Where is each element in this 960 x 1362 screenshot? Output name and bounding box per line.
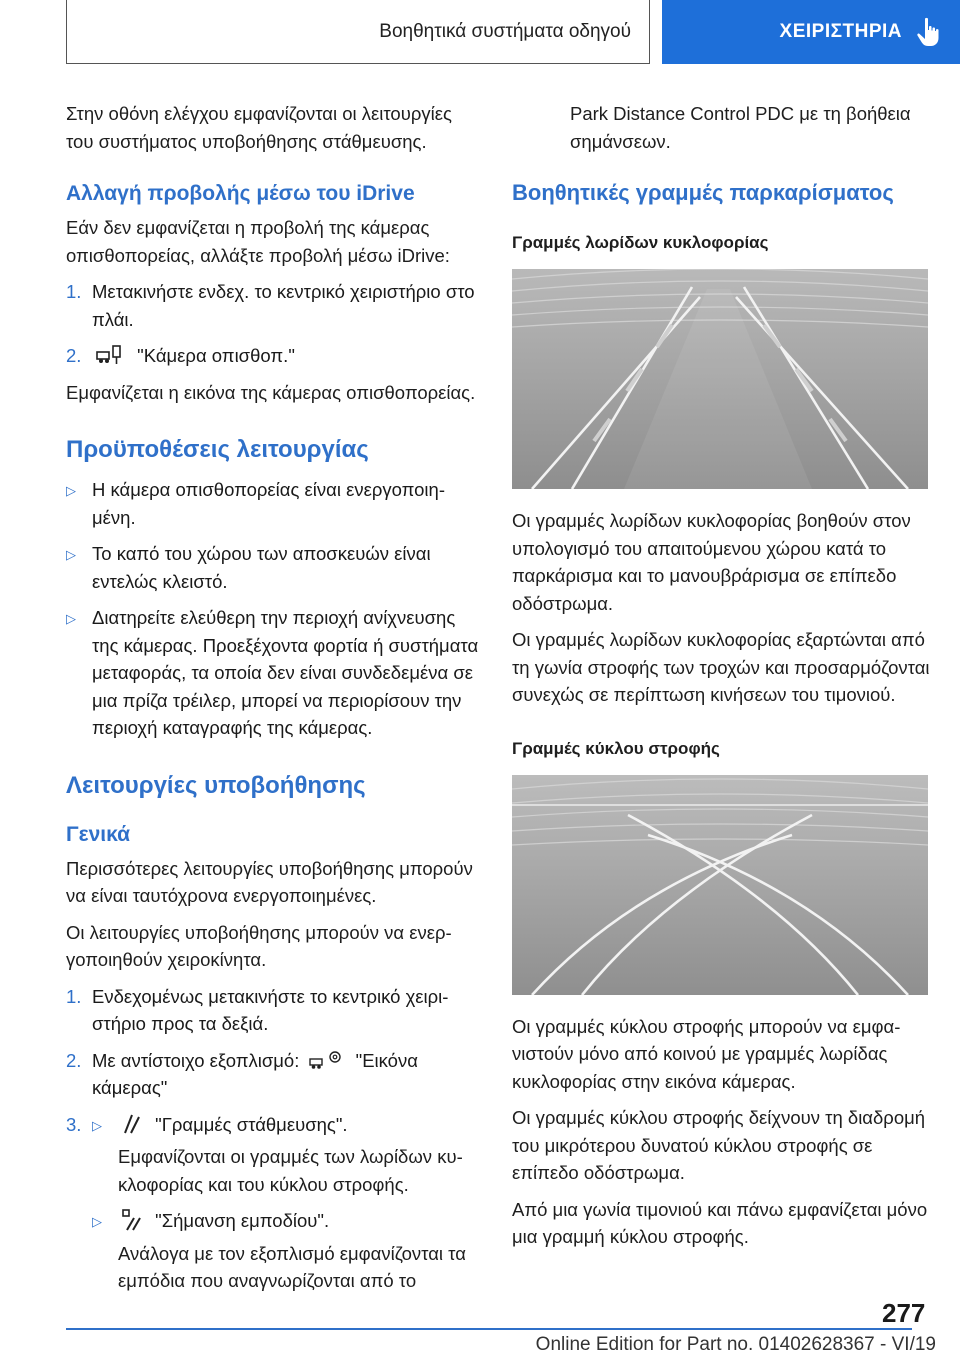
right-column	[512, 100, 932, 1260]
turning-circle-paragraph-2: Οι γραμμές κύκλου στροφής δείχνουν τη διαδρομή του μικρότερου δυνατού κύκλου στροφής σε επίπεδο οδόστρωμα.	[512, 1107, 926, 1183]
step-number: 3.	[66, 1113, 82, 1135]
footer-edition: Online Edition for Part no. 01402628367 - VI/19	[535, 1334, 936, 1355]
camera-settings-icon	[309, 1049, 343, 1071]
list-item	[66, 540, 482, 595]
idrive-paragraph: Εάν δεν εμφανίζεται η προβολή της κάμερας οπισθοπορείας, αλλάξτε προβολή μέσω iDrive:	[66, 217, 450, 266]
page-number: 277	[882, 1298, 926, 1328]
step-text: Ενδεχομένως μετακινήστε το κεντρικό χειριστήριο προς τα δεξιά.	[92, 985, 449, 1034]
header-chapter-tab	[662, 0, 960, 64]
step-number: 1.	[66, 281, 82, 302]
list-item	[66, 1111, 482, 1140]
footer-divider	[66, 1328, 912, 1330]
list-item	[66, 1207, 482, 1236]
lane-lines-figure	[512, 269, 928, 489]
prereq-text: Διατηρείτε ελεύθερη την περιοχή ανίχνευσης της κάμερας. Προεξέχοντα φορτία ή συστήματα μεταφοράς, τα οποία δεν είναι συνδεδεμένα σε μια πρίζα τρέιλερ, μπορεί να περιορίσουν την περιοχή καταγραφής της κάμερας.	[92, 607, 479, 738]
pointing-hand-icon	[916, 17, 940, 47]
rear-camera-icon	[96, 344, 124, 366]
list-item	[66, 983, 482, 1038]
header-section-tab	[66, 0, 650, 64]
turning-circle-paragraph-1: Οι γραμμές κύκλου στροφής μπορούν να εμφανιστούν μόνο από κοινού με γραμμές λωρίδας κυκλοφορίας στην εικόνα κάμερας.	[512, 1015, 901, 1092]
step-text: "Γραμμές στάθμευσης".	[155, 1113, 348, 1135]
header-chapter-title: ΧΕΙΡΙΣΤΗΡΙΑ	[779, 21, 902, 42]
step-subtext: Ανάλογα με τον εξοπλισμό εμφανίζονται τα εμπόδια που αναγνωρίζονται από το	[118, 1242, 466, 1291]
list-item	[66, 342, 482, 370]
assist-functions-heading: Λειτουργίες υποβοήθησης	[66, 771, 366, 799]
turning-circle-figure	[512, 775, 928, 995]
prereq-text: Το καπό του χώρου των αποσκευών είναι εντελώς κλειστό.	[92, 543, 431, 592]
step-number: 2.	[66, 1049, 82, 1071]
prereq-text: Η κάμερα οπισθοπορείας είναι ενεργοποιημένη.	[92, 479, 446, 528]
parking-lines-heading: Βοηθητικές γραμμές παρκαρίσματος	[512, 180, 894, 205]
idrive-heading: Αλλαγή προβολής μέσω του iDrive	[66, 182, 415, 205]
general-paragraph-2: Οι λειτουργίες υποβοήθησης μπορούν να ενεργοποιηθούν χειροκίνητα.	[66, 921, 452, 970]
step-number: 1.	[66, 985, 82, 1007]
lane-lines-paragraph-1: Οι γραμμές λωρίδων κυκλοφορίας βοηθούν στον υπολογισμό του απαιτούμενου χώρου κατά το παρκάρισμα και το μανουβράρισμα σε επίπεδο οδόστρωμα.	[512, 510, 911, 614]
step-text: "Κάμερα οπισθοπ."	[137, 345, 295, 366]
step-subtext: Εμφανίζονται οι γραμμές των λωρίδων κυκλοφορίας και του κύκλου στροφής.	[118, 1146, 463, 1195]
left-column	[66, 100, 482, 1304]
turning-circle-paragraph-3: Από μια γωνία τιμονιού και πάνω εμφανίζεται μόνο μια γραμμή κύκλου στροφής.	[512, 1198, 928, 1247]
obstacle-marking-icon	[122, 1209, 142, 1231]
list-item	[66, 476, 482, 531]
bullet-triangle-icon: ▷	[92, 1117, 102, 1133]
continued-paragraph: Park Distance Control PDC με τη βοήθεια σημάνσεων.	[570, 103, 911, 152]
lane-lines-paragraph-2: Οι γραμμές λωρίδων κυκλοφορίας εξαρτώνται από τη γωνία στροφής των τροχών και προσαρμόζονται συνεχώς σε περίπτωση κινήσεων του τιμονιού.	[512, 629, 930, 705]
step-text: "Σήμανση εμποδίου".	[155, 1210, 330, 1231]
lane-lines-heading: Γραμμές λωρίδων κυκλοφορίας	[512, 233, 769, 252]
after-paragraph: Εμφανίζεται η εικόνα της κάμερας οπισθοπορείας.	[66, 381, 476, 403]
bullet-triangle-icon: ▷	[66, 483, 76, 498]
turning-circle-heading: Γραμμές κύκλου στροφής	[512, 738, 720, 758]
bullet-triangle-icon: ▷	[66, 547, 76, 562]
parking-lines-icon	[122, 1113, 142, 1135]
bullet-triangle-icon: ▷	[92, 1214, 102, 1229]
general-paragraph-1: Περισσότερες λειτουργίες υποβοήθησης μπορούν να είναι ταυτόχρονα ενεργοποιημένες.	[66, 857, 473, 906]
step-number: 2.	[66, 345, 82, 366]
header-section-title: Βοηθητικά συστήματα οδηγού	[379, 20, 631, 42]
general-heading: Γενικά	[66, 822, 131, 846]
prerequisites-heading: Προϋποθέσεις λειτουργίας	[66, 436, 369, 463]
intro-paragraph: Στην οθόνη ελέγχου εμφανίζονται οι λειτουργίες του συστήματος υποβοήθησης στάθμευσης.	[66, 103, 452, 152]
step-text: Μετακινήστε ενδεχ. το κεντρικό χειριστήριο στο πλάι.	[92, 281, 475, 330]
step-prefix: Με αντίστοιχο εξοπλισμό:	[92, 1049, 300, 1071]
step-text: "Εικόνα κάμερας"	[92, 1049, 418, 1098]
list-item	[66, 604, 482, 742]
list-item	[66, 278, 482, 333]
bullet-triangle-icon: ▷	[66, 611, 76, 626]
list-item	[66, 1047, 482, 1102]
